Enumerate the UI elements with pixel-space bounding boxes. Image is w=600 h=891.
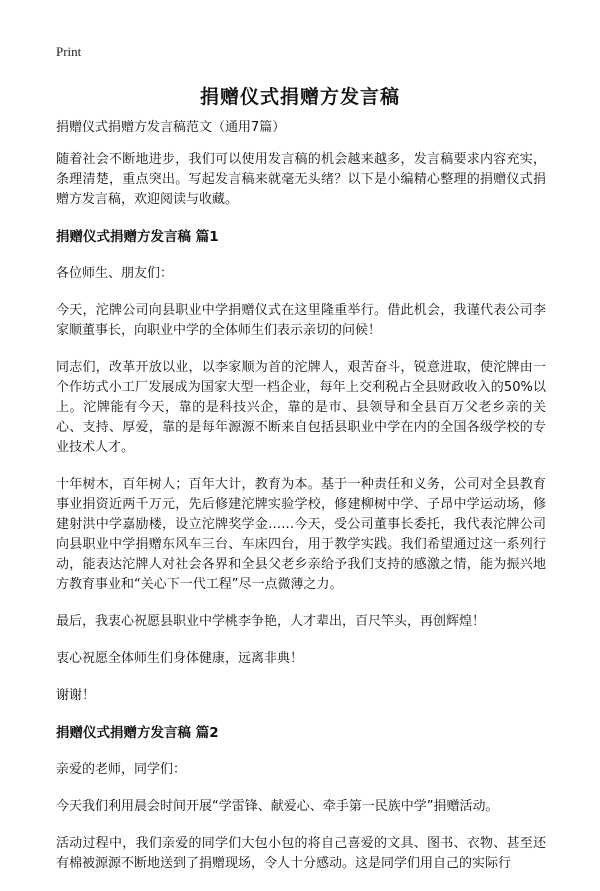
section-1-paragraph: 最后，我衷心祝愿县职业中学桃李争艳，人才辈出，百尺竿头，再创辉煌！	[56, 614, 486, 629]
section-2-paragraph: 今天我们利用晨会时间开展“学雷锋、献爱心、牵手第一民族中学”捐赠活动。	[56, 799, 499, 814]
intro-paragraph: 随着社会不断地进步，我们可以使用发言稿的机会越来越多，发言稿要求内容充实，条理清楚，重点突出。写起发言稿来就毫无头绪？以下是小编精心整理的捐赠仪式捐赠方发言稿，欢迎阅读与收藏。	[56, 152, 546, 207]
section-1-paragraph: 衷心祝愿全体师生们身体健康，远离非典！	[56, 651, 304, 666]
section-heading-2: 捐赠仪式捐赠方发言稿 篇2	[56, 725, 219, 741]
section-1-paragraph: 谢谢！	[56, 688, 96, 703]
section-1-paragraph: 同志们，改革开放以业，以李家顺为首的沱牌人，艰苦奋斗，锐意进取，使沱牌由一个作坊式小工厂发展成为国家大型一档企业，每年上交利税占全县财政收入的50%以上。沱牌能有今天，靠的是科技兴企，靠的是市、县领导和全县百万父老乡亲的关心、支持、厚爱，靠的是每年源源不断来自包括县职业中学在内的全国各级学校的专业技术人才。	[56, 360, 546, 455]
document-title: 捐赠仪式捐赠方发言稿	[199, 86, 400, 108]
document-subtitle: 捐赠仪式捐赠方发言稿范文（通用7篇）	[56, 120, 286, 135]
document-body	[56, 118, 546, 891]
section-2-paragraph: 活动过程中，我们亲爱的同学们大包小包的将自己喜爱的文具、图书、衣物、甚至还有棉被源源不断地送到了捐赠现场，令人十分感动。这是同学们用自己的实际行	[56, 836, 546, 871]
print-link[interactable]: Print	[56, 44, 82, 59]
section-2-paragraph: 亲爱的老师，同学们：	[56, 762, 187, 777]
section-1-paragraph: 十年树木，百年树人；百年大计，教育为本。基于一种责任和义务，公司对全县教育事业捐资近两千万元，先后修建沱牌实验学校，修建柳树中学、子昂中学运动场，修建射洪中学嘉励楼，设立沱牌奖学金……今天，受公司董事长委托，我代表沱牌公司向县职业中学捐赠东风车三台、车床四台，用于教学实践。我们希望通过这一系列行动，能表达沱牌人对社会各界和全县父老乡亲给予我们支持的感激之情，能为振兴地方教育事业和“关心下一代工程”尽一点微薄之力。	[56, 477, 546, 592]
section-heading-1: 捐赠仪式捐赠方发言稿 篇1	[56, 229, 219, 245]
section-1-paragraph: 各位师生、朋友们：	[56, 266, 174, 281]
section-1-paragraph: 今天，沱牌公司向县职业中学捐赠仪式在这里隆重举行。借此机会，我谨代表公司李家顺董事长，向职业中学的全体师生们表示亲切的问候！	[56, 303, 546, 338]
